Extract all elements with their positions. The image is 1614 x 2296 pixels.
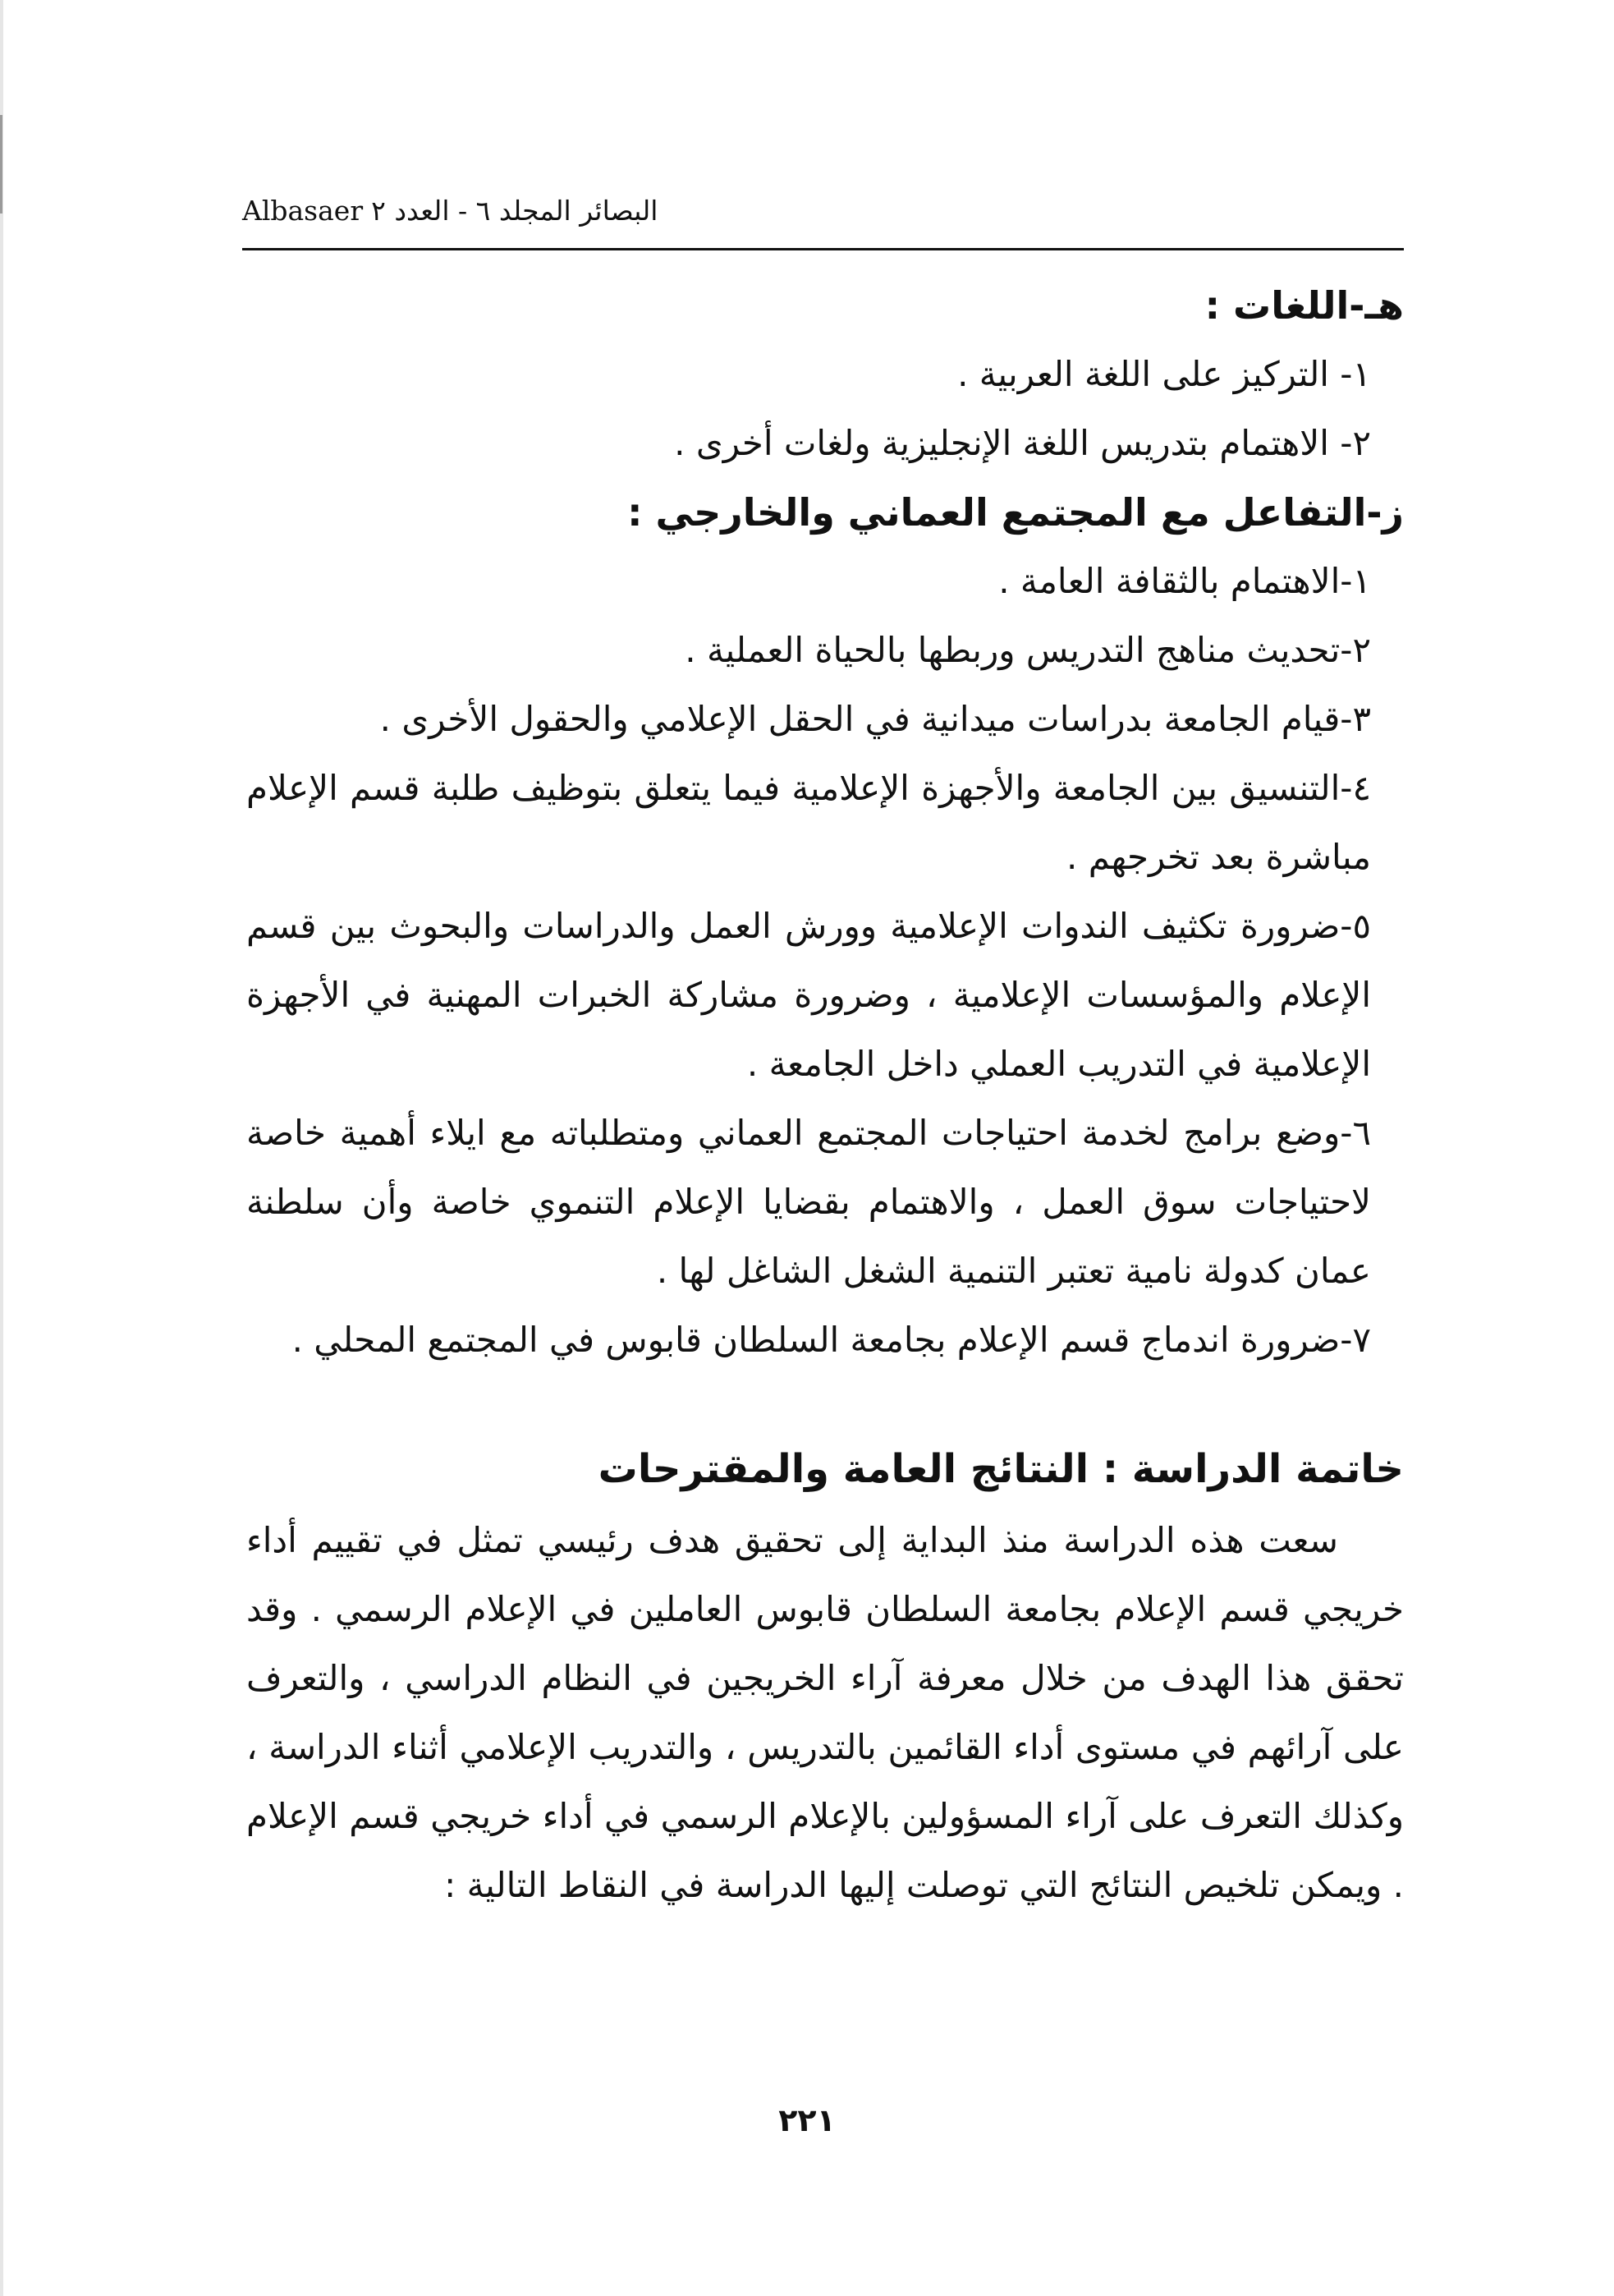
list-item: ٢-تحديث مناهج التدريس وربطها بالحياة العملية . [685, 630, 1371, 670]
list-item: ٥-ضرورة تكثيف الندوات الإعلامية وورش العمل والدراسات والبحوث بين قسم الإعلام والمؤسسات الإعلامية ، وضرورة مشاركة الخبرات المهنية في الأجهزة الإعلامية في التدريب العملي داخل الجامعة . [246, 906, 1371, 1084]
journal-arabic-citation: البصائر المجلد ٦ - العدد ٢ [371, 195, 658, 227]
list-item: ٢- الاهتمام بتدريس اللغة الإنجليزية ولغات أخرى . [674, 423, 1371, 463]
journal-citation [242, 195, 658, 227]
scan-mark [0, 115, 2, 214]
scan-edge [0, 0, 3, 2296]
list-item: ٤-التنسيق بين الجامعة والأجهزة الإعلامية فيما يتعلق بتوظيف طلبة قسم الإعلام مباشرة بعد تخرجهم . [246, 768, 1371, 877]
section-heading-languages: هـ-اللغات : [1204, 283, 1404, 328]
running-header [242, 185, 1404, 234]
list-item: ٦-وضع برامج لخدمة احتياجات المجتمع العماني ومتطلباته مع ايلاء أهمية خاصة لاحتياجات سوق العمل ، والاهتمام بقضايا الإعلام التنموي خاصة وأن سلطنة عمان كدولة نامية تعتبر التنمية الشغل الشاغل لها . [246, 1113, 1371, 1291]
page-number: ٢٢١ [778, 2102, 836, 2138]
conclusion-paragraph: سعت هذه الدراسة منذ البداية إلى تحقيق هدف رئيسي تمثل في تقييم أداء خريجي قسم الإعلام بجامعة السلطان قابوس العاملين في الإعلام الرسمي . وقد تحقق هذا الهدف من خلال معرفة آراء الخريجين في النظام الدراسي ، والتعرف على آرائهم في مستوى أداء القائمين بالتدريس ، والتدريب الإعلامي أثناء الدراسة ، وكذلك التعرف على آراء المسؤولين بالإعلام الرسمي في أداء خريجي قسم الإعلام . ويمكن تلخيص النتائج التي توصلت إليها الدراسة في النقاط التالية : [246, 1520, 1404, 1905]
list-item: ١-الاهتمام بالثقافة العامة . [998, 561, 1371, 601]
header-rule [242, 248, 1404, 250]
page-body [246, 271, 1404, 1920]
journal-latin-name: Albasaer [242, 195, 364, 227]
conclusion-title: خاتمة الدراسة : النتائج العامة والمقترحات [598, 1446, 1404, 1492]
list-item: ٧-ضرورة اندماج قسم الإعلام بجامعة السلطان قابوس في المجتمع المحلي . [291, 1320, 1371, 1360]
section-gap [246, 1375, 1404, 1432]
list-item: ٣-قيام الجامعة بدراسات ميدانية في الحقل الإعلامي والحقول الأخرى . [379, 699, 1371, 739]
list-item: ١- التركيز على اللغة العربية . [957, 354, 1371, 394]
section-heading-interaction: ز-التفاعل مع المجتمع العماني والخارجي : [627, 490, 1404, 535]
